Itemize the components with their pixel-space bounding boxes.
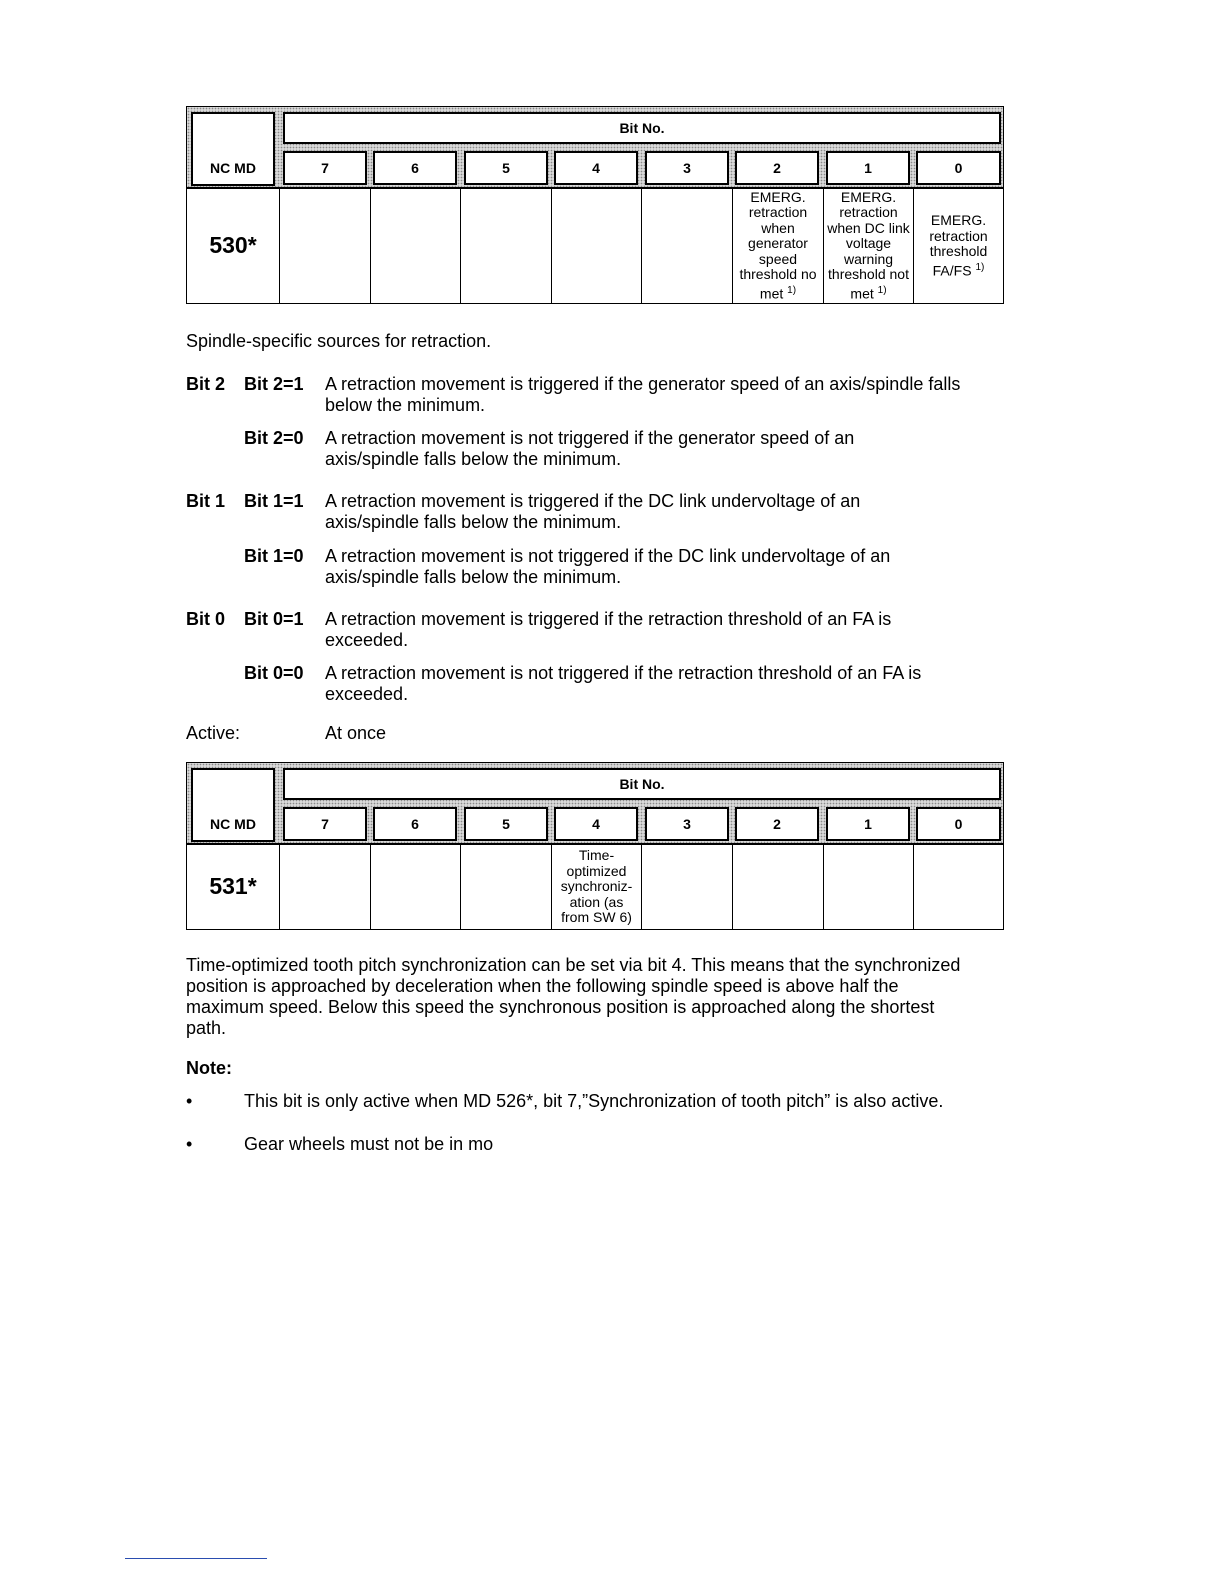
active-label: Active: — [186, 723, 241, 743]
bit-cell-6 — [370, 845, 460, 929]
bit-cell-4: Time-optimized synchroniz-ation (as from SW 6) — [551, 845, 641, 929]
bit-header-6: 6 — [373, 807, 457, 841]
footnote-ref: 1) — [877, 284, 887, 296]
footnote-separator — [125, 1558, 267, 1559]
bit-description: A retraction movement is not triggered if the generator speed of an axis/spindle falls below the minimum. — [325, 428, 855, 469]
bit-header-5: 5 — [464, 807, 548, 841]
intro-text: Spindle-specific sources for retraction. — [186, 331, 492, 351]
bit-header-5: 5 — [464, 151, 548, 185]
bit-header-7: 7 — [283, 807, 367, 841]
bit-description: A retraction movement is not triggered if the DC link undervoltage of an axis/spindle falls below the minimum. — [325, 546, 891, 587]
footnote-ref: 1) — [787, 284, 797, 296]
bit-table-530 — [186, 106, 1004, 304]
bit-header-7: 7 — [283, 151, 367, 185]
bit-header-0: 0 — [916, 151, 1001, 185]
footnote-ref: 1) — [975, 261, 985, 273]
md-number: 530* — [209, 232, 257, 259]
bit-cell-7 — [279, 845, 370, 929]
bit-cell-6 — [370, 189, 460, 303]
bullet-icon: • — [186, 1091, 193, 1111]
bit-value-label: Bit 2=1 — [244, 374, 304, 394]
bit-header-1: 1 — [826, 151, 910, 185]
bit-cell-0: EMERG. retraction threshold FA/FS $^{1)}$ — [913, 189, 1003, 303]
bit-label: Bit 0 — [186, 609, 226, 629]
bit-cell-0 — [913, 845, 1003, 929]
table-row — [186, 843, 1004, 930]
bit-value-label: Bit 1=1 — [244, 491, 304, 511]
bit-description: A retraction movement is triggered if the DC link undervoltage of an axis/spindle falls below the minimum. — [325, 491, 861, 532]
bit-cell-3 — [641, 845, 732, 929]
bit-cell-4 — [551, 189, 641, 303]
description-paragraph: Time-optimized tooth pitch synchronization can be set via bit 4. This means that the synchronized position is approached by deceleration when the following spindle speed is above half the maximum speed. Below this speed the synchronous position is approached along the shortest path. — [186, 955, 961, 1038]
bit-header-4: 4 — [554, 151, 638, 185]
bit-cell-1 — [823, 845, 913, 929]
bit-description: A retraction movement is triggered if the retraction threshold of an FA is exceeded. — [325, 609, 892, 650]
table-header — [186, 762, 1004, 844]
bit-header-0: 0 — [916, 807, 1001, 841]
bit-header-3: 3 — [645, 151, 729, 185]
bit-header-2: 2 — [735, 807, 819, 841]
bit-cell-5 — [460, 189, 551, 303]
table-header — [186, 106, 1004, 188]
bit-cell-2: EMERG. retraction when generator speed threshold no met $^{1)}$ — [732, 189, 823, 303]
bit-label: Bit 2 — [186, 374, 226, 394]
active-value: At once — [325, 723, 387, 743]
bit-cell-5 — [460, 845, 551, 929]
bit-label: Bit 1 — [186, 491, 226, 511]
bit-header-6: 6 — [373, 151, 457, 185]
md-number: 531* — [209, 873, 257, 900]
bit-cell-2 — [732, 845, 823, 929]
bitno-header: Bit No. — [283, 768, 1001, 800]
bit-header-3: 3 — [645, 807, 729, 841]
bit-cell-3 — [641, 189, 732, 303]
bit-value-label: Bit 0=0 — [244, 663, 304, 683]
bit-description: A retraction movement is triggered if the generator speed of an axis/spindle falls below the minimum. — [325, 374, 961, 415]
ncmd-header: NC MD — [191, 112, 275, 186]
list-item: This bit is only active when MD 526*, bit 7,”Synchronization of tooth pitch” is also active. — [244, 1091, 944, 1111]
bit-value-label: Bit 1=0 — [244, 546, 304, 566]
note-label: Note: — [186, 1058, 232, 1078]
bit-header-1: 1 — [826, 807, 910, 841]
table-row — [186, 187, 1004, 304]
bit-header-4: 4 — [554, 807, 638, 841]
bitno-header: Bit No. — [283, 112, 1001, 144]
bit-table-531 — [186, 762, 1004, 930]
bit-cell-7 — [279, 189, 370, 303]
bit-header-2: 2 — [735, 151, 819, 185]
bit-cell-1: EMERG. retraction when DC link voltage warning threshold not met $^{1)}$ — [823, 189, 913, 303]
bit-value-label: Bit 0=1 — [244, 609, 304, 629]
bit-description: A retraction movement is not triggered if the retraction threshold of an FA is exceeded. — [325, 663, 922, 704]
bit-value-label: Bit 2=0 — [244, 428, 304, 448]
ncmd-header: NC MD — [191, 768, 275, 842]
bullet-icon: • — [186, 1134, 193, 1154]
list-item: Gear wheels must not be in mo — [244, 1134, 494, 1154]
